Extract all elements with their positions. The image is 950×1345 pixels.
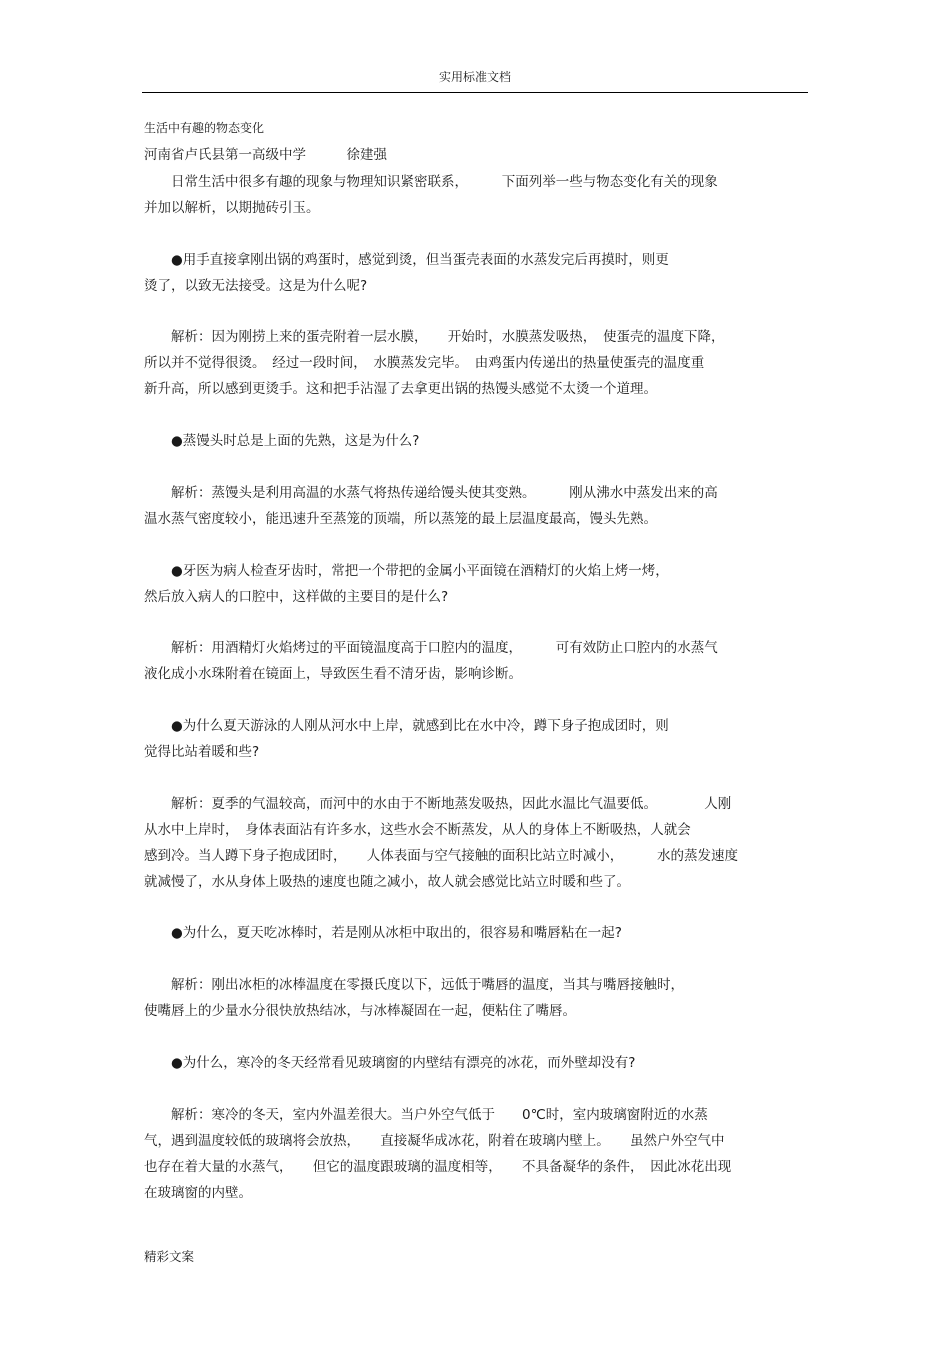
author-line: 河南省卢氏县第一高级中学 徐建强 [144,147,387,163]
answer-4-line-2: 从水中上岸时， 身体表面沾有许多水，这些水会不断蒸发，从人的身体上不断吸热，人就会 [144,822,691,838]
intro-line-2: 并加以解析，以期抛砖引玉。 [144,200,320,216]
answer-1-line-1: 解析：因为刚捞上来的蛋壳附着一层水膜， 开始时，水膜蒸发吸热， 使蛋壳的温度下降， [144,329,725,345]
question-1-line-1: ●用手直接拿刚出锅的鸡蛋时，感觉到烫，但当蛋壳表面的水蒸发完后再摸时，则更 [144,252,669,268]
question-3-line-2: 然后放入病人的口腔中，这样做的主要目的是什么? [144,589,449,605]
answer-6-line-4: 在玻璃窗的内壁。 [144,1185,252,1201]
page-footer: 精彩文案 [144,1249,195,1264]
question-6-line-1: ●为什么，寒冷的冬天经常看见玻璃窗的内壁结有漂亮的冰花，而外壁却没有? [144,1055,636,1071]
answer-4-line-1: 解析：夏季的气温较高，而河中的水由于不断地蒸发吸热，因此水温比气温要低。 人刚 [144,796,732,812]
answer-3-line-1: 解析：用酒精灯火焰烤过的平面镜温度高于口腔内的温度， 可有效防止口腔内的水蒸气 [144,640,718,656]
answer-2-line-2: 温水蒸气密度较小，能迅速升至蒸笼的顶端，所以蒸笼的最上层温度最高，馒头先熟。 [144,511,657,527]
answer-3-line-2: 液化成小水珠附着在镜面上，导致医生看不清牙齿，影响诊断。 [144,666,522,682]
answer-6-line-1: 解析：寒冷的冬天，室内外温差很大。当户外空气低于 0℃时，室内玻璃窗附近的水蒸 [144,1107,708,1123]
question-4-line-1: ●为什么夏天游泳的人刚从河水中上岸，就感到比在水中冷，蹲下身子抱成团时，则 [144,718,669,734]
page-header [142,66,808,93]
answer-1-line-3: 新升高，所以感到更烫手。这和把手沾湿了去拿更出锅的热馒头感觉不太烫一个道理。 [144,381,657,397]
question-1-line-2: 烫了，以致无法接受。这是为什么呢? [144,278,368,294]
question-5-line-1: ●为什么，夏天吃冰棒时，若是刚从冰柜中取出的，很容易和嘴唇粘在一起? [144,925,622,941]
answer-4-line-4: 就减慢了，水从身体上吸热的速度也随之减小，故人就会感觉比站立时暖和些了。 [144,874,630,890]
answer-6-line-3: 也存在着大量的水蒸气， 但它的温度跟玻璃的温度相等， 不具备凝华的条件， 因此冰花出现 [144,1159,732,1175]
question-2-line-1: ●蒸馒头时总是上面的先熟，这是为什么? [144,433,420,449]
answer-4-line-3: 感到冷。当人蹲下身子抱成团时， 人体表面与空气接触的面积比站立时减小， 水的蒸发速度 [144,848,738,864]
intro-line-1: 日常生活中很多有趣的现象与物理知识紧密联系， 下面列举一些与物态变化有关的现象 [144,174,718,190]
doc-title: 生活中有趣的物态变化 [144,121,265,135]
answer-2-line-1: 解析：蒸馒头是利用高温的水蒸气将热传递给馒头使其变熟。 刚从沸水中蒸发出来的高 [144,485,718,501]
header-title: 实用标准文档 [438,70,511,84]
answer-5-line-2: 使嘴唇上的少量水分很快放热结冰，与冰棒凝固在一起，便粘住了嘴唇。 [144,1003,576,1019]
answer-1-line-2: 所以并不觉得很烫。 经过一段时间， 水膜蒸发完毕。 由鸡蛋内传递出的热量使蛋壳的温度重 [144,355,705,371]
answer-5-line-1: 解析：刚出冰柜的冰棒温度在零摄氏度以下，远低于嘴唇的温度，当其与嘴唇接触时， [144,977,684,993]
question-3-line-1: ●牙医为病人检查牙齿时，常把一个带把的金属小平面镜在酒精灯的火焰上烤一烤， [144,563,669,579]
question-4-line-2: 觉得比站着暖和些? [144,744,260,760]
answer-6-line-2: 气，遇到温度较低的玻璃将会放热， 直接凝华成冰花，附着在玻璃内壁上。 虽然户外空气中 [144,1133,725,1149]
